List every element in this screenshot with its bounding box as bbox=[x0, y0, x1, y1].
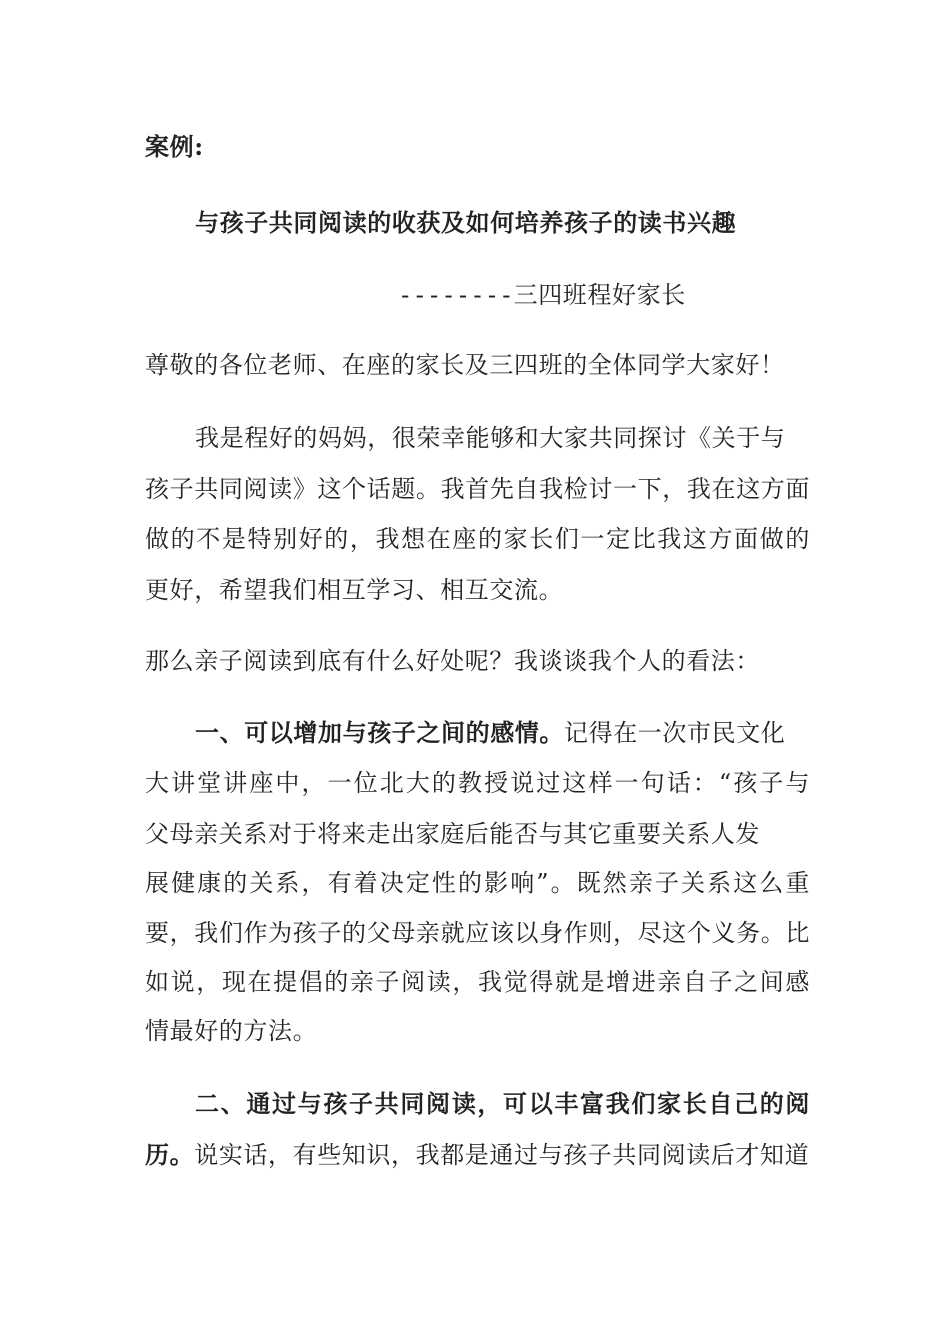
section-two-line bbox=[145, 1139, 810, 1171]
section-one-first-line bbox=[195, 717, 810, 749]
paragraph-line: 我是程好的妈妈，很荣幸能够和大家共同探讨《关于与 bbox=[195, 424, 786, 452]
paragraph-line: 情最好的方法。 bbox=[145, 1017, 318, 1045]
paragraph-line: 更好，希望我们相互学习、相互交流。 bbox=[145, 576, 564, 604]
case-label: 案例: bbox=[145, 132, 204, 161]
document-title: 与孩子共同阅读的收获及如何培养孩子的读书兴趣 bbox=[195, 208, 737, 237]
paragraph-line: 展健康的关系，有着决定性的影响”。既然亲子关系这么重 bbox=[145, 869, 810, 897]
paragraph-line: 要，我们作为孩子的父母亲就应该以身作则，尽这个义务。比 bbox=[145, 919, 810, 947]
paragraph-line: 如说，现在提倡的亲子阅读，我觉得就是增进亲自子之间感 bbox=[145, 968, 810, 996]
byline-dashes: -------- bbox=[398, 281, 514, 309]
byline bbox=[398, 279, 798, 311]
section-one-text: 记得在一次市民文化 bbox=[564, 719, 786, 747]
paragraph-line: 父母亲关系对于将来走出家庭后能否与其它重要关系人发 bbox=[145, 820, 760, 848]
section-two-heading-end: 历。 bbox=[145, 1140, 195, 1169]
paragraph-line: 孩子共同阅读》这个话题。我首先自我检讨一下，我在这方面 bbox=[145, 475, 810, 503]
section-two-text: 说实话，有些知识，我都是通过与孩子共同阅读后才知道 bbox=[194, 1141, 810, 1169]
byline-author: 三四班程好家长 bbox=[513, 281, 686, 309]
paragraph-line: 那么亲子阅读到底有什么好处呢？我谈谈我个人的看法： bbox=[145, 647, 760, 675]
section-two-heading: 二、通过与孩子共同阅读，可以丰富我们家长自己的阅 bbox=[195, 1089, 810, 1118]
greeting: 尊敬的各位老师、在座的家长及三四班的全体同学大家好！ bbox=[145, 351, 785, 379]
paragraph-line: 大讲堂讲座中，一位北大的教授说过这样一句话：“孩子与 bbox=[145, 769, 810, 797]
paragraph-line: 做的不是特别好的，我想在座的家长们一定比我这方面做的 bbox=[145, 525, 810, 553]
section-one-heading: 一、可以增加与孩子之间的感情。 bbox=[195, 718, 564, 747]
